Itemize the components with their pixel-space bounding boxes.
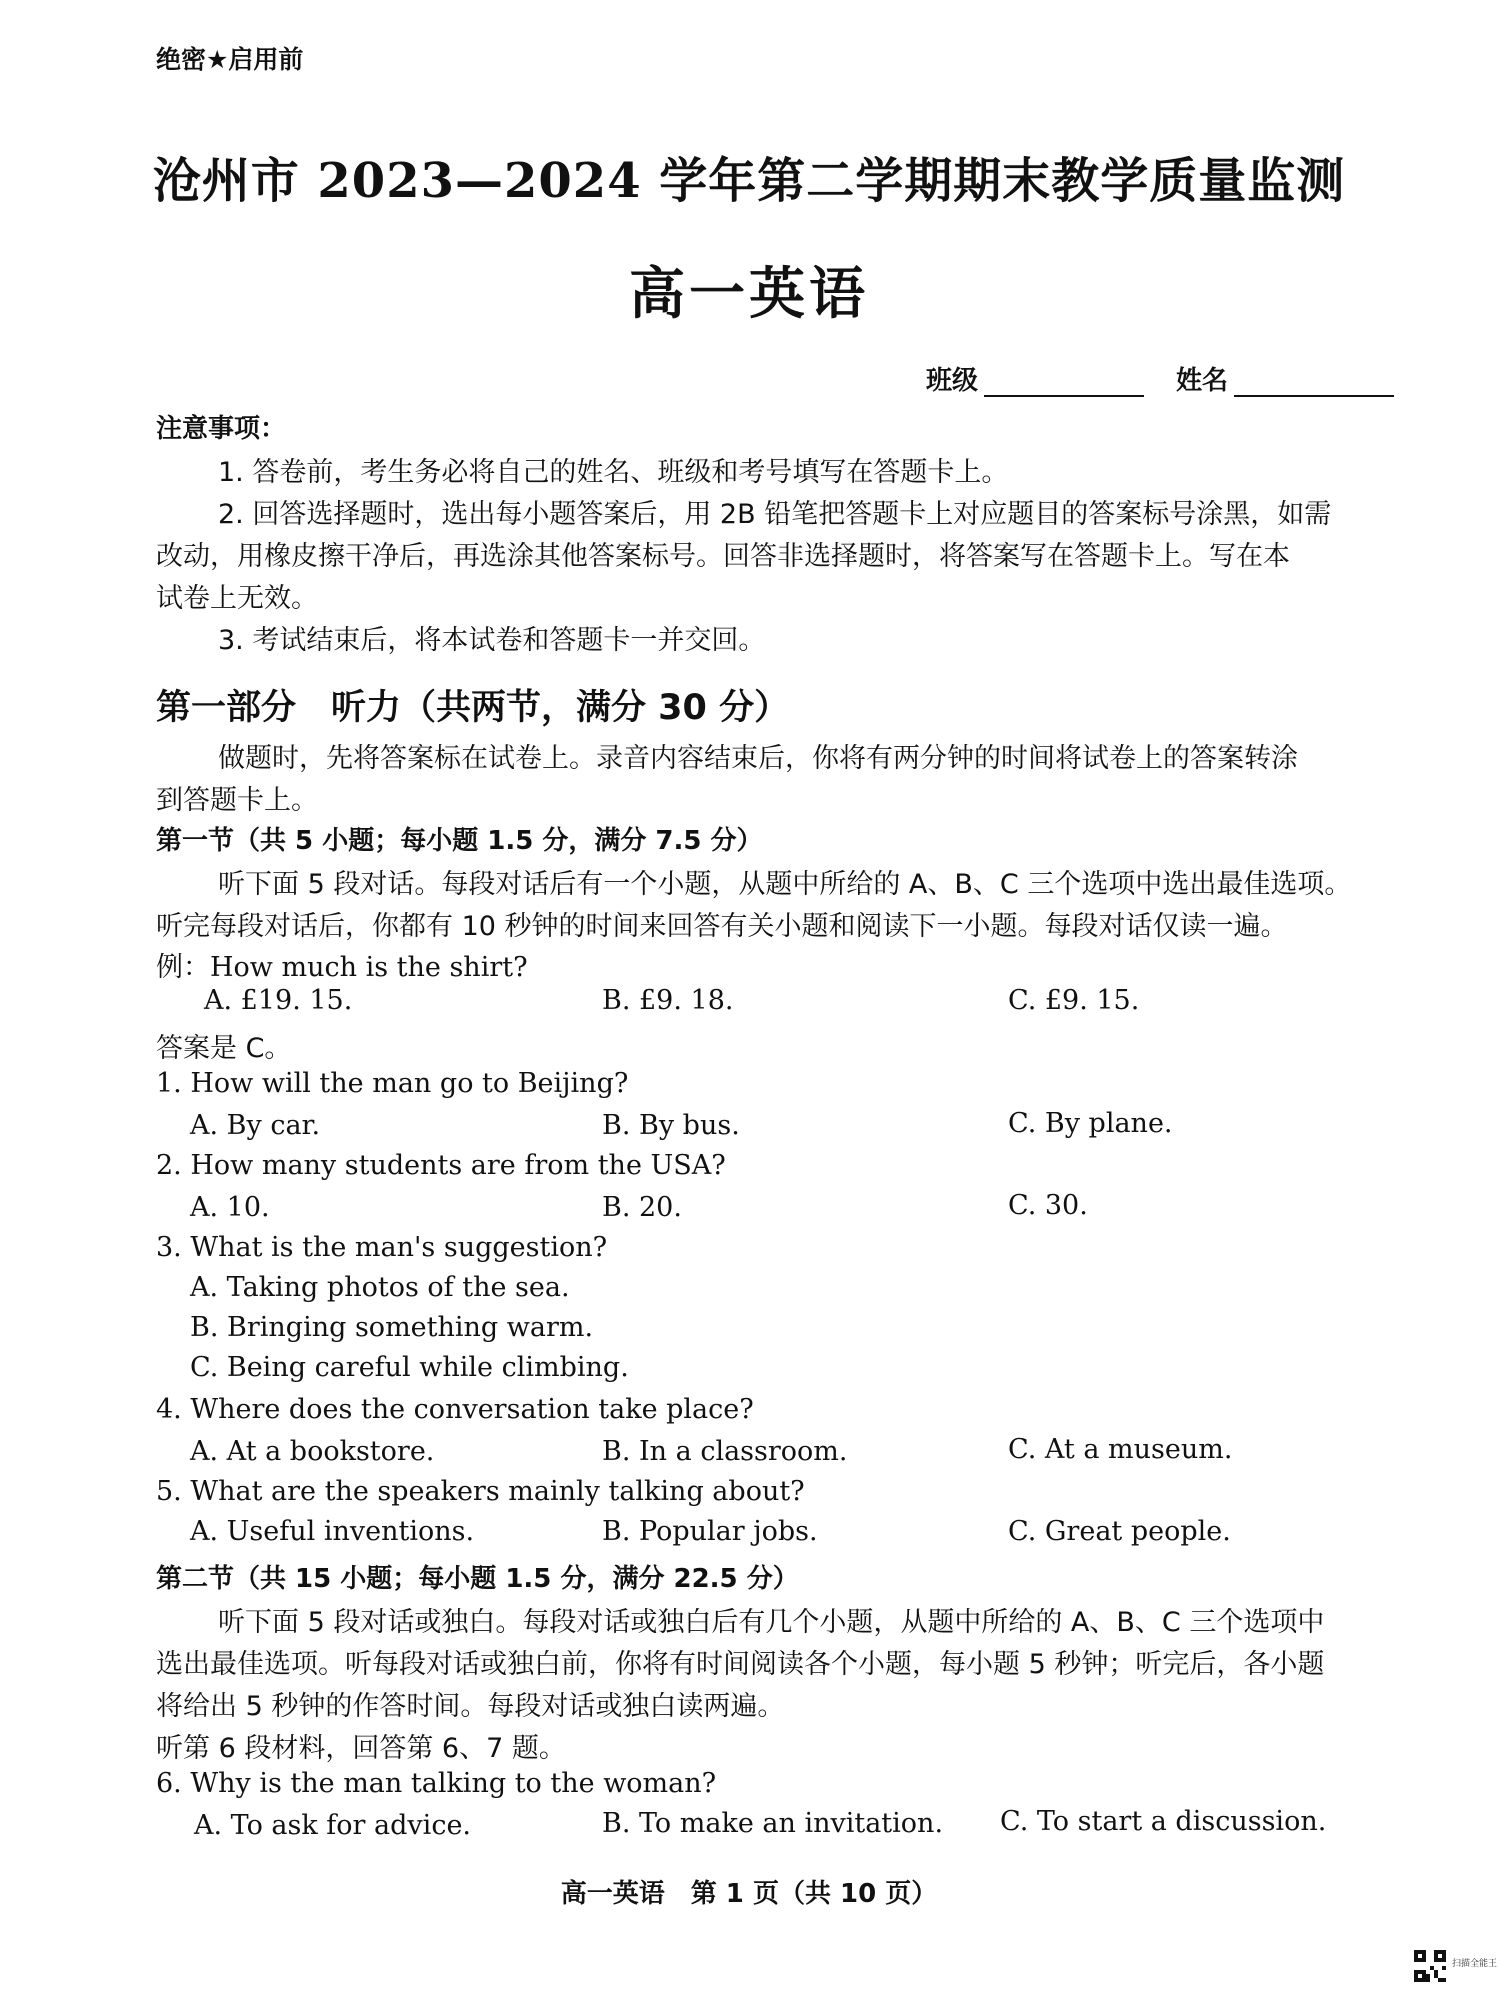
name-field xyxy=(1176,360,1394,397)
question-2-option-c: C. 30. xyxy=(1008,1190,1088,1221)
question-3-option-c: C. Being careful while climbing. xyxy=(190,1352,629,1383)
part1-intro-line-1: 做题时，先将答案标在试卷上。录音内容结束后，你将有两分钟的时间将试卷上的答案转涂 xyxy=(218,743,1298,774)
question-6-option-a: A. To ask for advice. xyxy=(194,1810,472,1841)
notice-item-2-line-1: 2. 回答选择题时，选出每小题答案后，用 2B 铅笔把答题卡上对应题目的答案标号涂黑，如需 xyxy=(218,499,1332,530)
example-answer: 答案是 C。 xyxy=(156,1033,292,1064)
question-5-option-c: C. Great people. xyxy=(1008,1516,1231,1547)
question-4-option-b: B. In a classroom. xyxy=(602,1436,848,1467)
class-blank-line xyxy=(984,365,1144,397)
notice-item-2-line-2: 改动，用橡皮擦干净后，再选涂其他答案标号。回答非选择题时，将答案写在答题卡上。写在本 xyxy=(156,541,1290,572)
question-4-option-a: A. At a bookstore. xyxy=(190,1436,435,1467)
class-field xyxy=(926,360,1144,397)
question-5: 5. What are the speakers mainly talking about? xyxy=(156,1476,805,1507)
question-1-option-b: B. By bus. xyxy=(602,1110,740,1141)
qr-code-icon xyxy=(1414,1950,1446,1982)
notice-item-3: 3. 考试结束后，将本试卷和答题卡一并交回。 xyxy=(218,625,766,656)
notice-item-1: 1. 答卷前，考生务必将自己的姓名、班级和考号填写在答题卡上。 xyxy=(218,457,1009,488)
question-2-option-a: A. 10. xyxy=(190,1192,270,1223)
question-1-option-a: A. By car. xyxy=(190,1110,321,1141)
notice-item-2-line-3: 试卷上无效。 xyxy=(156,583,318,614)
scanner-watermark: 扫描全能王 xyxy=(1452,1959,1498,1969)
question-1-option-c: C. By plane. xyxy=(1008,1108,1173,1139)
example-option-a: A. £19. 15. xyxy=(204,985,353,1016)
question-4-option-c: C. At a museum. xyxy=(1008,1434,1233,1465)
question-3-option-a: A. Taking photos of the sea. xyxy=(190,1272,570,1303)
question-3: 3. What is the man's suggestion? xyxy=(156,1232,608,1263)
section1-instruction-line-2: 听完每段对话后，你都有 10 秒钟的时间来回答有关小题和阅读下一小题。每段对话仅读一遍。 xyxy=(156,911,1288,942)
notice-heading: 注意事项： xyxy=(156,414,287,444)
page-footer: 高一英语 第 1 页（共 10 页） xyxy=(560,1879,938,1909)
question-5-option-b: B. Popular jobs. xyxy=(602,1516,818,1547)
question-1: 1. How will the man go to Beijing? xyxy=(156,1068,629,1099)
section2-instruction-line-1: 听下面 5 段对话或独白。每段对话或独白后有几个小题，从题中所给的 A、B、C 三个选项中 xyxy=(218,1607,1325,1638)
part1-heading: 第一部分 听力（共两节，满分 30 分） xyxy=(156,688,790,728)
question-6: 6. Why is the man talking to the woman? xyxy=(156,1768,717,1799)
section1-heading: 第一节（共 5 小题；每小题 1.5 分，满分 7.5 分） xyxy=(156,826,763,856)
question-6-option-b: B. To make an invitation. xyxy=(602,1808,944,1839)
exam-title: 沧州市 2023—2024 学年第二学期期末教学质量监测 xyxy=(152,153,1346,209)
part1-intro-line-2: 到答题卡上。 xyxy=(156,785,318,816)
section2-instruction-line-3: 将给出 5 秒钟的作答时间。每段对话或独白读两遍。 xyxy=(156,1691,785,1722)
example-option-b: B. £9. 18. xyxy=(602,985,734,1016)
question-5-option-a: A. Useful inventions. xyxy=(190,1516,475,1547)
exam-subtitle: 高一英语 xyxy=(629,261,869,327)
question-2-option-b: B. 20. xyxy=(602,1192,682,1223)
section2-heading: 第二节（共 15 小题；每小题 1.5 分，满分 22.5 分） xyxy=(156,1564,799,1594)
section1-instruction-line-1: 听下面 5 段对话。每段对话后有一个小题，从题中所给的 A、B、C 三个选项中选出最佳选项。 xyxy=(218,869,1352,900)
name-label: 姓名 xyxy=(1176,366,1229,396)
question-3-option-b: B. Bringing something warm. xyxy=(190,1312,594,1343)
question-6-option-c: C. To start a discussion. xyxy=(1000,1806,1327,1837)
question-2: 2. How many students are from the USA? xyxy=(156,1150,726,1181)
section2-instruction-line-2: 选出最佳选项。听每段对话或独白前，你将有时间阅读各个小题，每小题 5 秒钟；听完后，各小题 xyxy=(156,1649,1325,1680)
question-4: 4. Where does the conversation take place? xyxy=(156,1394,754,1425)
name-blank-line xyxy=(1234,365,1394,397)
confidential-label: 绝密★启用前 xyxy=(156,45,304,74)
example-question: 例：How much is the shirt? xyxy=(156,952,528,983)
material-6-instruction: 听第 6 段材料，回答第 6、7 题。 xyxy=(156,1733,566,1764)
example-option-c: C. £9. 15. xyxy=(1008,985,1140,1016)
class-label: 班级 xyxy=(926,366,979,396)
